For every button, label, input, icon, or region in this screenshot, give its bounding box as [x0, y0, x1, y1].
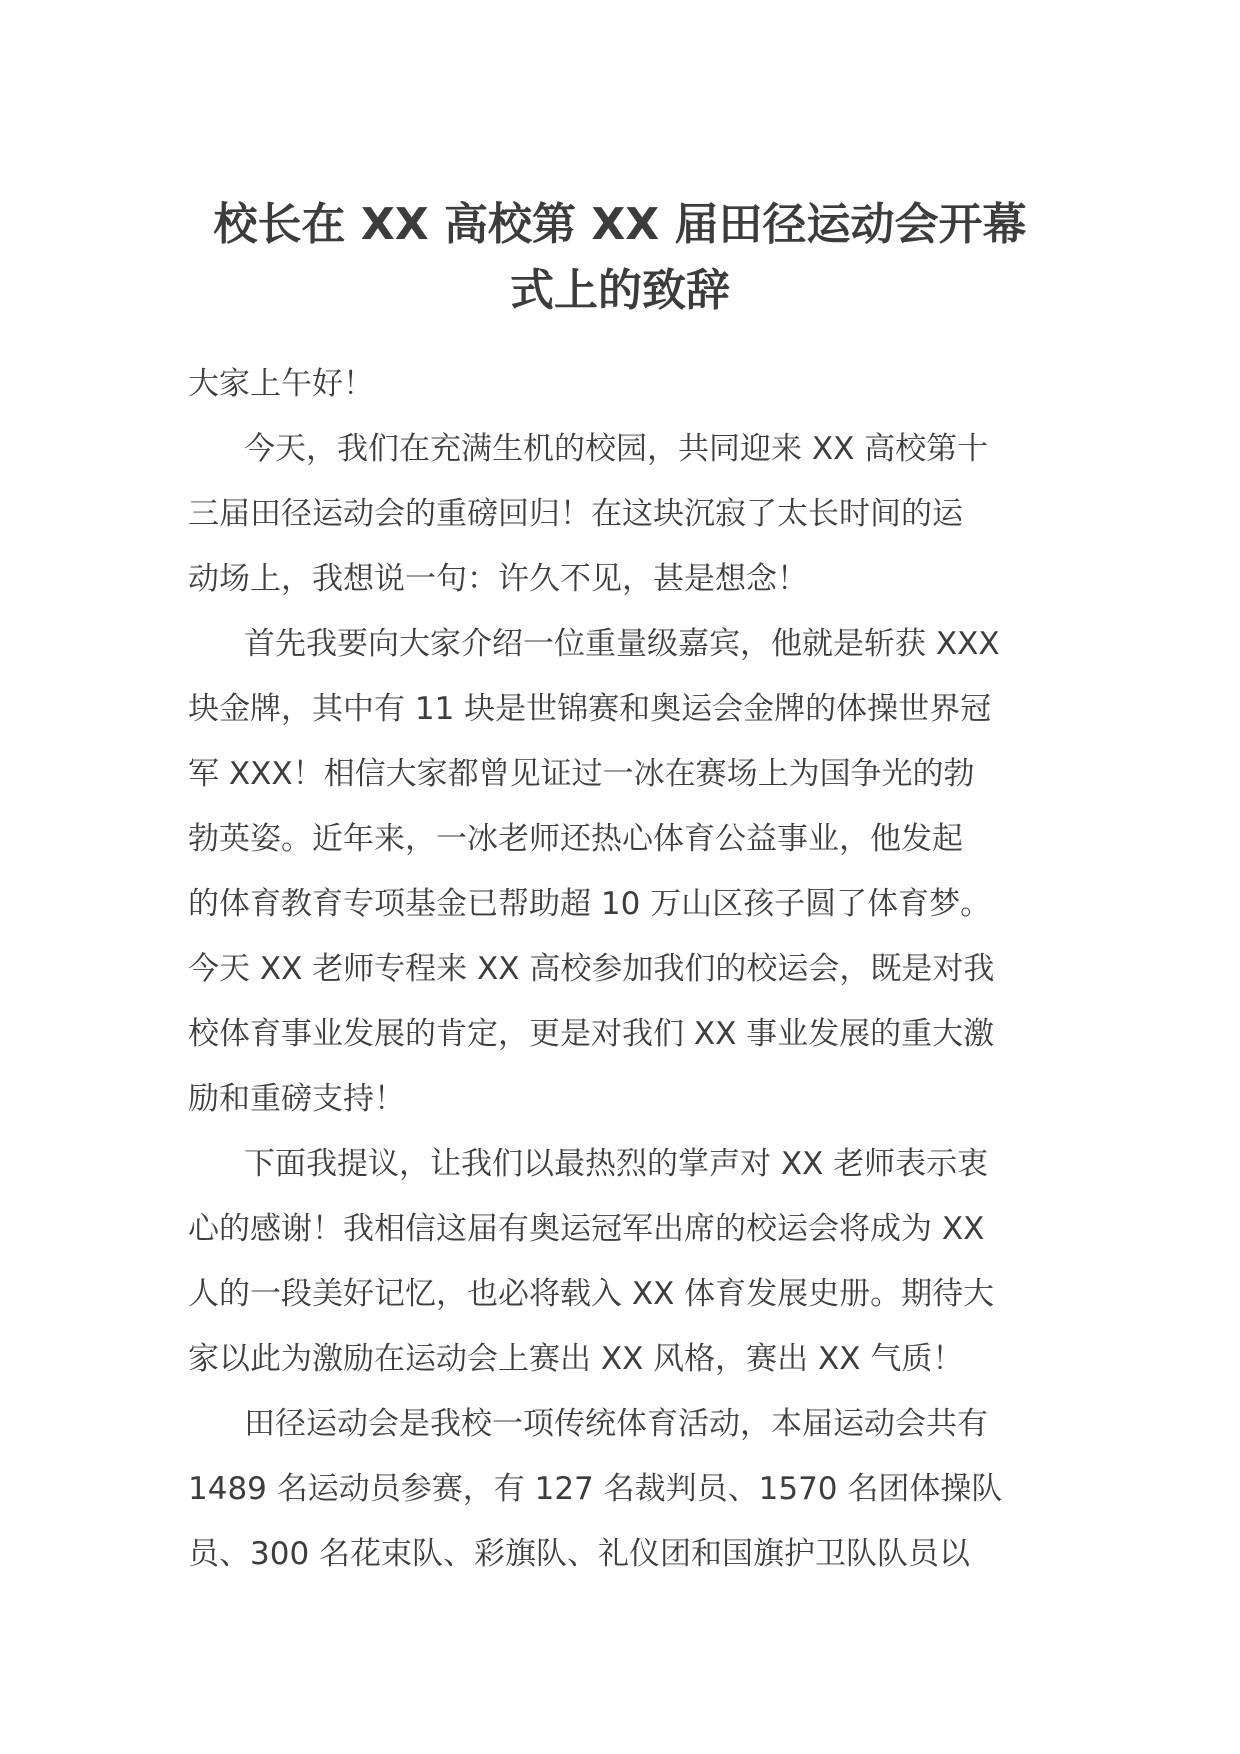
paragraph-thanks [188, 1132, 1054, 1392]
paragraph-line: 三届田径运动会的重磅回归！在这块沉寂了太长时间的运 [188, 496, 963, 532]
paragraph-line: 家以此为激励在运动会上赛出 XX 风格，赛出 XX 气质！ [188, 1341, 964, 1377]
paragraph-line: 田径运动会是我校一项传统体育活动，本届运动会共有 [244, 1406, 988, 1442]
paragraph-greeting [188, 352, 1054, 417]
paragraph-opening [188, 417, 1054, 612]
paragraph-line: 心的感谢！我相信这届有奥运冠军出席的校运会将成为 XX [188, 1211, 985, 1247]
title-line: 式上的致辞 [510, 265, 730, 316]
paragraph-line: 励和重磅支持！ [188, 1081, 405, 1117]
paragraph-line: 首先我要向大家介绍一位重量级嘉宾，他就是斩获 XXX [244, 626, 1000, 662]
paragraph-line: 今天 XX 老师专程来 XX 高校参加我们的校运会，既是对我 [188, 951, 995, 987]
paragraph-line: 的体育教育专项基金已帮助超 10 万山区孩子圆了体育梦。 [188, 886, 992, 922]
paragraph-line: 块金牌，其中有 11 块是世锦赛和奥运会金牌的体操世界冠 [188, 691, 992, 727]
paragraph-line: 校体育事业发展的肯定，更是对我们 XX 事业发展的重大激 [188, 1016, 995, 1052]
document-body [188, 352, 1054, 1587]
document-title [186, 192, 1054, 324]
paragraph-line: 军 XXX！相信大家都曾见证过一冰在赛场上为国争光的勃 [188, 756, 975, 792]
paragraph-line: 1489 名运动员参赛，有 127 名裁判员、1570 名团体操队 [188, 1471, 1003, 1507]
paragraph-line: 大家上午好！ [188, 366, 374, 402]
paragraph-line: 人的一段美好记忆，也必将载入 XX 体育发展史册。期待大 [188, 1276, 995, 1312]
paragraph-line: 勃英姿。近年来，一冰老师还热心体育公益事业，他发起 [188, 821, 963, 857]
title-line: 校长在 XX 高校第 XX 届田径运动会开幕 [213, 199, 1027, 250]
paragraph-guest-intro [188, 612, 1054, 1132]
paragraph-event-stats [188, 1392, 1054, 1587]
paragraph-line: 员、300 名花束队、彩旗队、礼仪团和国旗护卫队队员以 [188, 1536, 971, 1572]
paragraph-line: 今天，我们在充满生机的校园，共同迎来 XX 高校第十 [244, 431, 989, 467]
paragraph-line: 下面我提议，让我们以最热烈的掌声对 XX 老师表示衷 [244, 1146, 989, 1182]
paragraph-line: 动场上，我想说一句：许久不见，甚是想念！ [188, 561, 808, 597]
